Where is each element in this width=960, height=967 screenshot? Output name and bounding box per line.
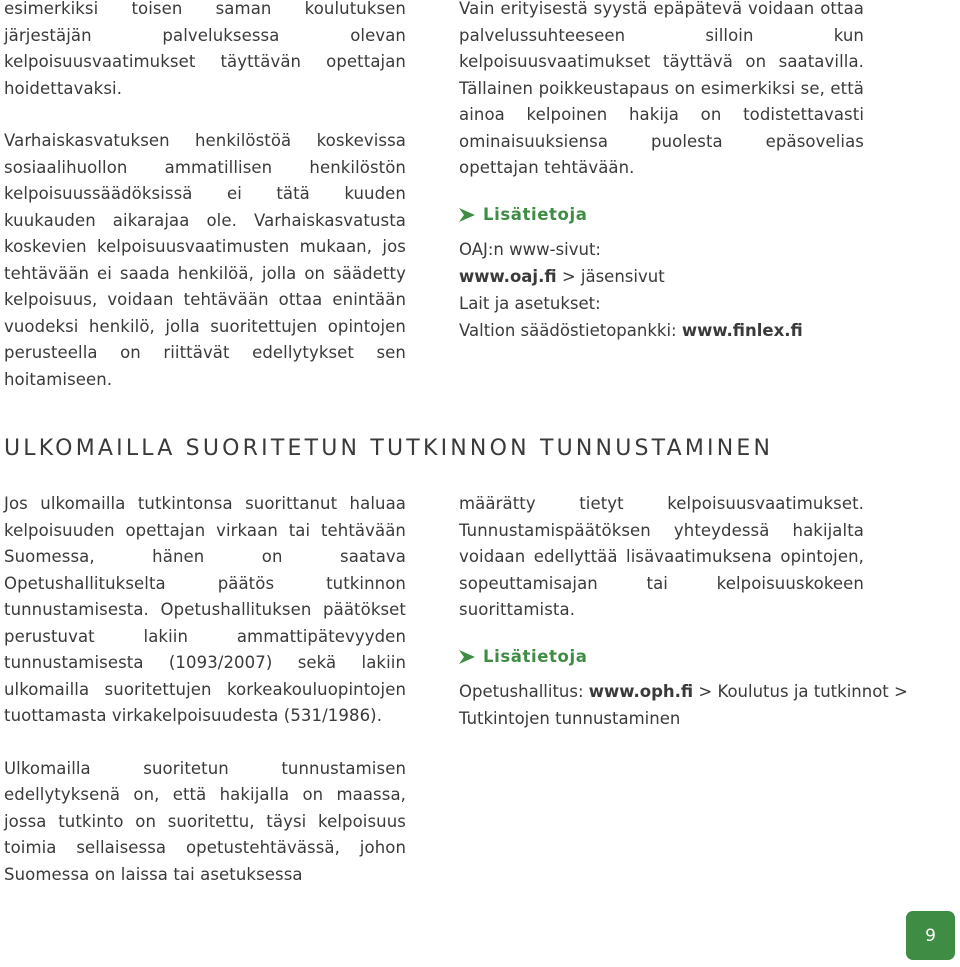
paragraph: Varhaiskasvatuksen henkilöstöä koskevissa sosiaalihuollon ammatillisen henkilöstön kelpoisuussäädöksissä ei tätä kuuden kuukauden aikarajaa ole. Varhaiskasvatusta koskevien kelpoisuusvaatimusten mukaan, jos tehtävään ei saada henkilöä, jolla on säädetty kelpoisuus, voidaan tehtävään ottaa enintään vuodeksi henkilö, jolla suoritettujen opintojen perusteella on riittävät edellytykset sen hoitamiseen. (4, 131, 406, 389)
paragraph: Ulkomailla suoritetun tunnustamisen edellytyksenä on, että hakijalla on maassa, jossa tutkinto on suoritettu, täysi kelpoisuus toimia sellaisessa opetustehtävässä, johon Suomessa on laissa tai asetuksessa (4, 758, 406, 884)
page-number-badge: 9 (906, 911, 955, 960)
finlex-link-row (459, 317, 864, 344)
oaj-link-row (459, 263, 864, 290)
oaj-link[interactable]: www.oaj.fi (459, 266, 557, 286)
finlex-label: Valtion säädöstietopankki: (459, 320, 682, 340)
top-right-column (459, 0, 864, 344)
oph-path: > Koulutus ja tutkinnot > (693, 681, 908, 701)
paragraph: Jos ulkomailla tutkintonsa suorittanut haluaa kelpoisuuden opettajan virkaan tai tehtävään Suomessa, hänen on saatava Opetushallitukselta päätös tutkinnon tunnustamisesta. Opetushallituksen päätökset perustuvat lakiin ammattipätevyyden tunnustamisesta (1093/2007) sekä lakiin ulkomailla suoritettujen korkeakouluopintojen tuottamasta virkakelpoisuudesta (531/1986). (4, 494, 406, 725)
bottom-right-column (459, 491, 908, 732)
paragraph: määrätty tietyt kelpoisuusvaatimukset. Tunnustamispäätöksen yhteydessä hakijalta voidaan edellyttää lisävaatimuksena opintojen, sopeuttamisajan tai kelpoisuuskokeen suorittamista. (459, 494, 864, 619)
oph-label: Opetushallitus: (459, 681, 589, 701)
section-heading: ULKOMAILLA SUORITETUN TUTKINNON TUNNUSTAMINEN (4, 436, 774, 461)
more-info-heading (459, 202, 864, 228)
laws-label: Lait ja asetukset: (459, 293, 601, 313)
bottom-left-column (4, 491, 406, 888)
oaj-label: OAJ:n www-sivut: (459, 239, 601, 259)
paragraph: esimerkiksi toisen saman koulutuksen järjestäjän palveluksessa olevan kelpoisuusvaatimukset täyttävän opettajan hoidettavaksi. (4, 0, 406, 98)
oph-path-continued: Tutkintojen tunnustaminen (459, 708, 681, 728)
finlex-link[interactable]: www.finlex.fi (681, 320, 803, 340)
more-info-label: Lisätietoja (483, 646, 588, 666)
paragraph: Vain erityisestä syystä epäpätevä voidaan ottaa palvelussuhteeseen silloin kun kelpoisuusvaatimukset täyttävä on saatavilla. Tällainen poikkeustapaus on esimerkiksi se, että ainoa kelpoinen hakija on todistettavasti ominaisuuksiensa puolesta epäsovelias opettajan tehtävään. (459, 0, 864, 177)
arrow-right-icon (459, 208, 475, 222)
more-info-heading (459, 644, 864, 670)
top-left-column (4, 0, 406, 393)
oph-link[interactable]: www.oph.fi (588, 681, 694, 701)
more-info-label: Lisätietoja (483, 204, 588, 224)
oaj-path: > jäsensivut (556, 266, 665, 286)
arrow-right-icon (459, 650, 475, 664)
oph-link-row (459, 678, 908, 705)
